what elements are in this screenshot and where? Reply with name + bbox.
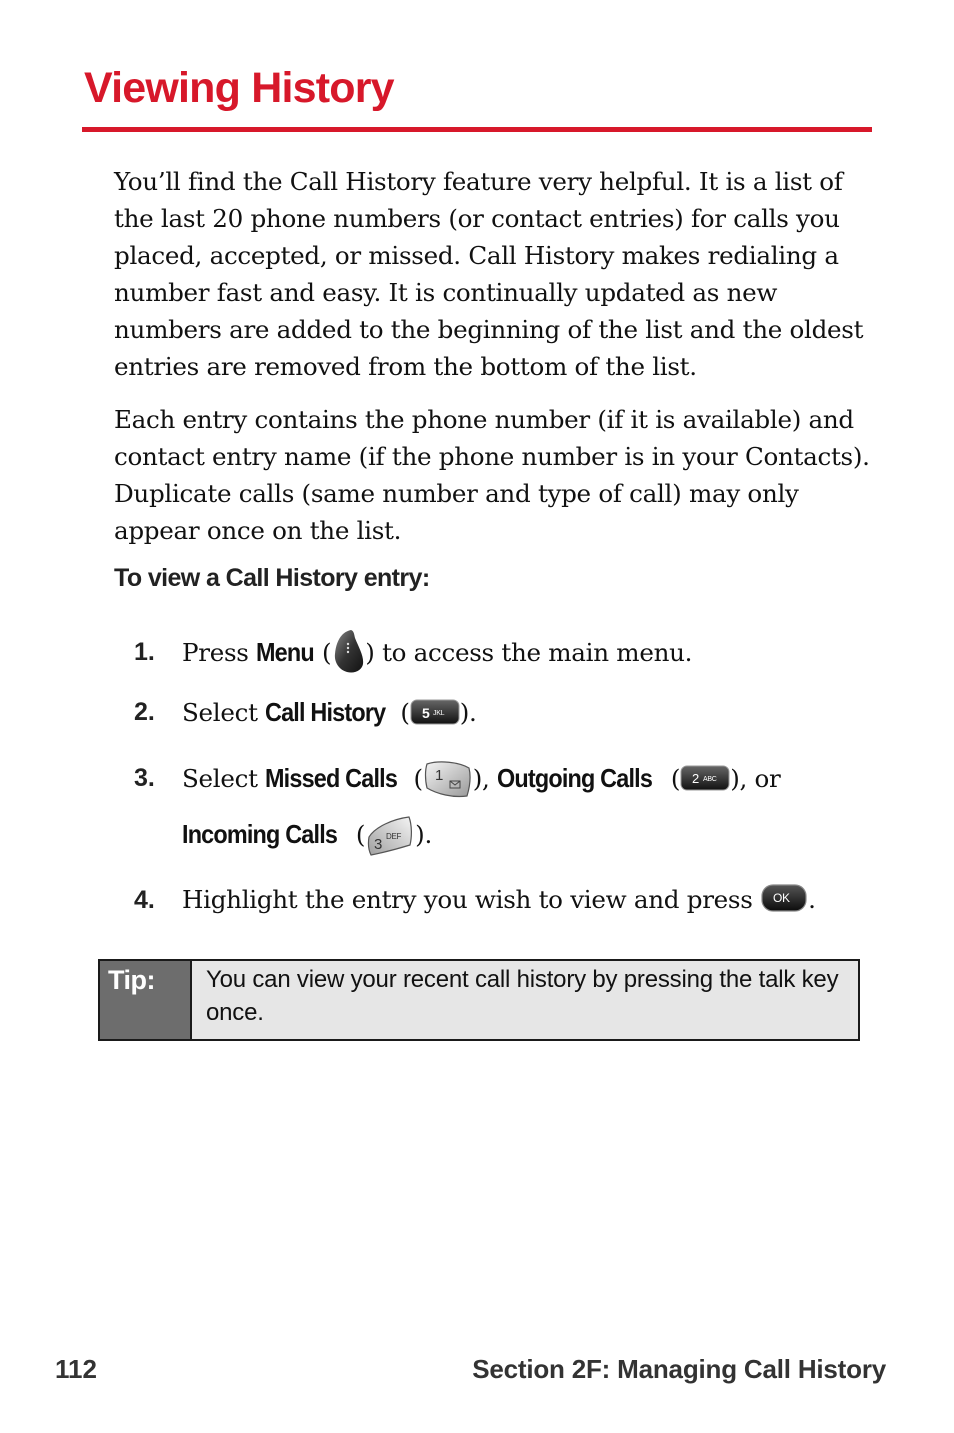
step-2: [0, 688, 954, 736]
menu-softkey-icon: [331, 628, 365, 674]
step-3: [0, 754, 954, 802]
menu-key-label: Menu: [256, 637, 314, 667]
svg-text:JKL: JKL: [432, 709, 444, 717]
step-number: 4.: [134, 886, 155, 914]
procedure-heading: To view a Call History entry:: [114, 564, 430, 592]
intro-paragraph: You’ll find the Call History feature very helpful. It is a list of the last 20 phone numbers (or contact entries) for calls you placed, accepted, or missed. Call History makes redialing a number fast and easy. It is continually updated as new numbers are added to the beginning of the list and the oldest entries are removed from the bottom of the list.: [114, 167, 864, 381]
svg-text:OK: OK: [773, 890, 790, 905]
step-number: 2.: [134, 698, 155, 726]
key-1-icon: [423, 758, 473, 800]
missed-calls-label: Missed Calls: [265, 763, 398, 793]
key-2-icon: [680, 764, 730, 792]
svg-text:2: 2: [692, 770, 700, 786]
step-3-continued: [0, 810, 954, 858]
tip-box: [98, 959, 860, 1041]
tip-text: You can view your recent call history by pressing the talk key once.: [206, 966, 839, 1026]
tip-label-cell: [100, 961, 192, 1039]
step-text: Select Missed Calls ( 1 ), Outgoing Calls ( 2 ABC ), or: [182, 754, 781, 803]
entry-description-paragraph: Each entry contains the phone number (if it is available) and contact entry name (if the phone number is in your Contacts). Duplicate calls (same number and type of call) may only appear once on the list.: [114, 405, 870, 545]
step-number: 3.: [134, 764, 155, 792]
section-title: Section 2F: Managing Call History: [472, 1354, 886, 1384]
svg-text:ABC: ABC: [703, 775, 717, 783]
outgoing-calls-label: Outgoing Calls: [497, 763, 653, 793]
step-1: [0, 628, 954, 676]
step-text: Select Call History ( 5 JKL ).: [182, 688, 477, 737]
step-4: [0, 876, 954, 924]
step-text: Press Menu ( ) to access the main menu.: [182, 628, 692, 678]
call-history-label: Call History: [265, 697, 386, 727]
title-rule: [82, 127, 872, 132]
ok-key-icon: [760, 883, 808, 913]
step-number: 1.: [134, 638, 155, 666]
key-5-icon: [410, 698, 460, 726]
tip-label: Tip:: [108, 965, 155, 995]
svg-text:1: 1: [434, 766, 443, 784]
svg-text:5: 5: [421, 704, 430, 721]
step-text: Highlight the entry you wish to view and press OK .: [182, 876, 816, 924]
step-text: Incoming Calls ( 3 DEF ).: [182, 810, 432, 859]
page-number: 112: [55, 1354, 97, 1384]
page-title: Viewing History: [84, 64, 394, 112]
key-3-icon: [365, 813, 415, 857]
svg-text:3: 3: [374, 835, 383, 853]
svg-text:DEF: DEF: [386, 831, 402, 841]
incoming-calls-label: Incoming Calls: [182, 819, 338, 849]
